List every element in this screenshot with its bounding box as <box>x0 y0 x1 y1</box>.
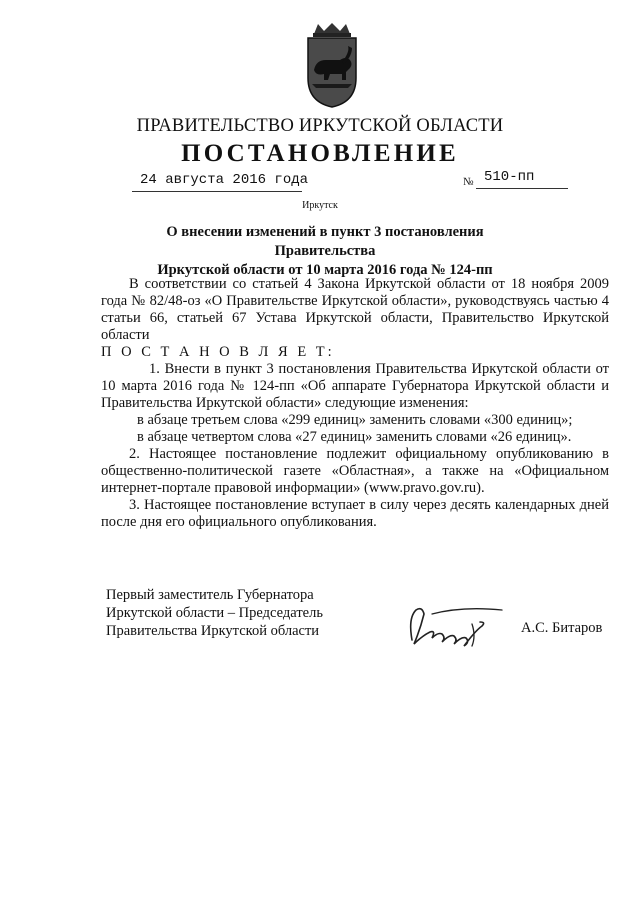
document-type: ПОСТАНОВЛЕНИЕ <box>181 140 459 167</box>
signature-icon <box>402 600 510 652</box>
signatory-position-line1: Первый заместитель Губернатора <box>106 587 314 603</box>
document-number: 510-пп <box>484 169 535 185</box>
number-label: № <box>463 176 474 188</box>
signatory-position <box>106 586 323 640</box>
resolves-line: П О С Т А Н О В Л Я Е Т: <box>101 344 335 360</box>
date-underline <box>132 191 302 192</box>
document-title-line1: О внесении изменений в пункт 3 постановления Правительства <box>166 224 484 259</box>
document-title <box>120 223 530 280</box>
item-2-paragraph: 2. Настоящее постановление подлежит официальному опубликованию в общественно-политической газете «Областная», а также на «Официальном интернет-портале правовой информации» (www.pravo.gov.ru). <box>101 446 609 496</box>
signatory-position-line3: Правительства Иркутской области <box>106 623 320 639</box>
document-date: 24 августа 2016 года <box>140 172 309 188</box>
government-title: ПРАВИТЕЛЬСТВО ИРКУТСКОЙ ОБЛАСТИ <box>136 116 504 136</box>
signatory-name: А.С. Битаров <box>521 620 603 636</box>
document-body <box>101 276 609 531</box>
coat-of-arms-icon <box>300 22 364 108</box>
item-3-paragraph: 3. Настоящее постановление вступает в силу через десять календарных дней после дня его официального опубликования. <box>101 497 609 530</box>
preamble-paragraph: В соответствии со статьей 4 Закона Иркутской области от 18 ноября 2009 года № 82/48-оз «О Правительстве Иркутской области», руководствуясь частью 4 статьи 66, статьей 67 Устава Иркутской области, Правительство Иркутской области <box>101 276 609 343</box>
item-1-change-b: в абзаце четвертом слова «27 единиц» заменить словами «26 единиц». <box>137 429 572 445</box>
signatory-position-line2: Иркутской области – Председатель <box>106 605 323 621</box>
item-1-paragraph: 1. Внести в пункт 3 постановления Правительства Иркутской области от 10 марта 2016 года № 124-пп «Об аппарате Губернатора Иркутской области и Правительства Иркутской области» следующие изменения: <box>101 361 609 411</box>
city-label: Иркутск <box>302 200 338 211</box>
document-title-line2: Иркутской области от 10 марта 2016 года № 124-пп <box>157 262 493 278</box>
number-underline <box>476 188 568 189</box>
item-1-change-a: в абзаце третьем слова «299 единиц» заменить словами «300 единиц»; <box>137 412 573 428</box>
